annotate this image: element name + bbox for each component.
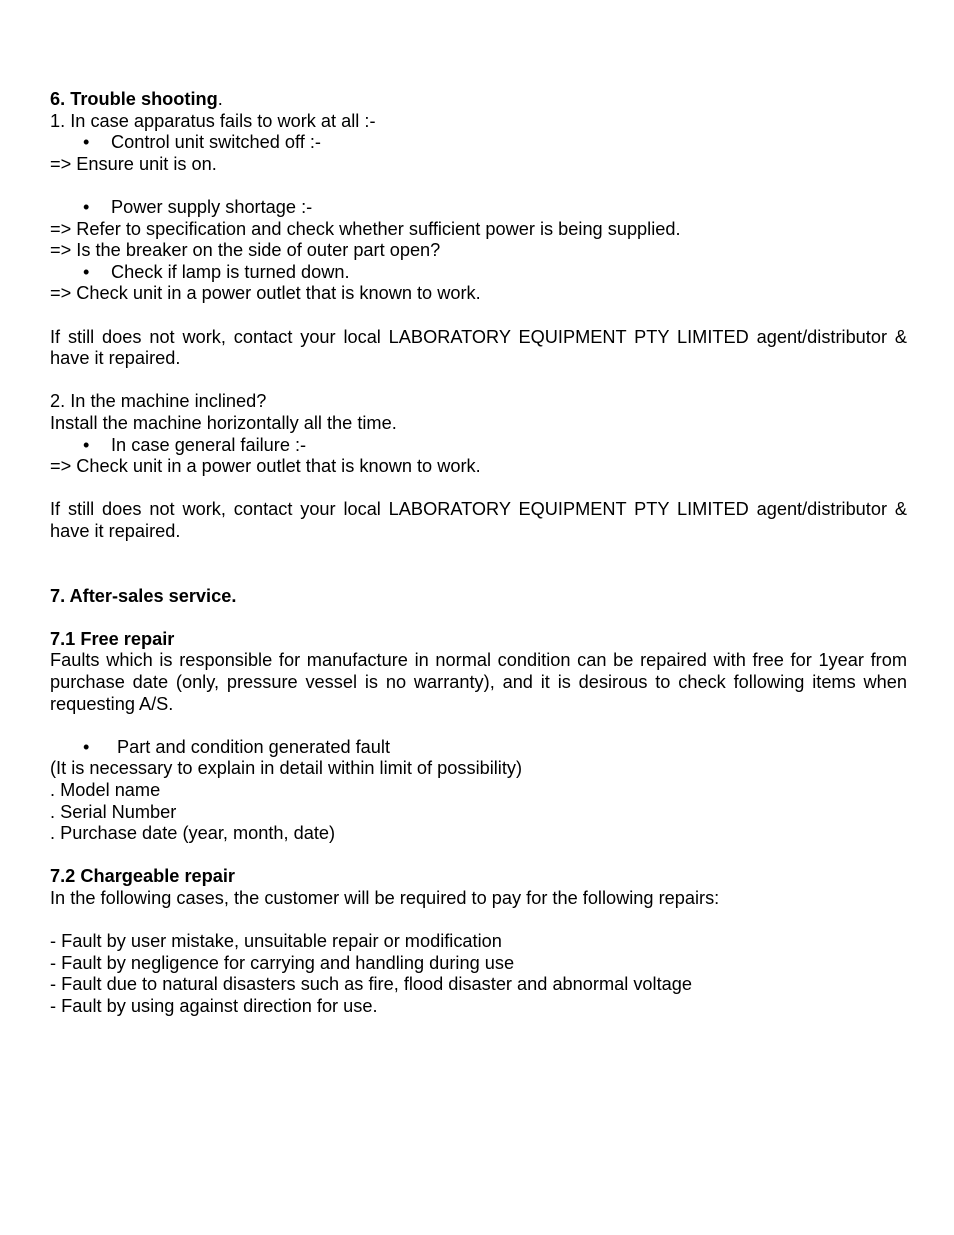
- spacer: [50, 175, 907, 197]
- free-repair-paragraph: Faults which is responsible for manufacture in normal condition can be repaired with free for 1year from purchase date (only, pressure vessel is no warranty), and it is desirous to check following items when requesting A/S.: [50, 650, 907, 714]
- spacer: [50, 845, 907, 867]
- bullet-icon: •: [83, 196, 90, 217]
- spacer: [50, 478, 907, 500]
- section-6-title-period: .: [217, 89, 223, 109]
- item-2-intro: 2. In the machine inclined?: [50, 391, 267, 412]
- install-horizontal: Install the machine horizontally all the time.: [50, 412, 397, 433]
- fault-item: - Fault by user mistake, unsuitable repair or modification: [50, 931, 502, 952]
- spacer: [50, 542, 907, 585]
- model-name-item: . Model name: [50, 780, 161, 800]
- contact-paragraph-2: If still does not work, contact your local LABORATORY EQUIPMENT PTY LIMITED agent/distributor & have it repaired.: [50, 499, 907, 541]
- spacer: [50, 607, 907, 629]
- bullet-part-condition-text: Part and condition generated fault: [117, 736, 391, 757]
- bullet-part-condition: [50, 737, 907, 759]
- section-7-heading: 7. After-sales service.: [50, 585, 237, 606]
- refer-specification: => Refer to specification and check whether sufficient power is being supplied.: [50, 218, 681, 239]
- bullet-lamp-text: Check if lamp is turned down.: [111, 261, 350, 282]
- spacer: [50, 910, 907, 932]
- explain-detail: (It is necessary to explain in detail within limit of possibility): [50, 758, 523, 779]
- bullet-power-supply: [50, 197, 907, 219]
- bullet-control-unit-text: Control unit switched off :-: [111, 132, 321, 153]
- ensure-unit-on: => Ensure unit is on.: [50, 153, 217, 174]
- item-1-intro: 1. In case apparatus fails to work at all :-: [50, 110, 376, 131]
- fault-item: - Fault by using against direction for use.: [50, 995, 378, 1016]
- free-repair-heading: 7.1 Free repair: [50, 628, 175, 649]
- spacer: [50, 715, 907, 737]
- breaker-question: => Is the breaker on the side of outer part open?: [50, 240, 441, 261]
- check-outlet-2: => Check unit in a power outlet that is known to work.: [50, 456, 481, 477]
- chargeable-repair-heading: 7.2 Chargeable repair: [50, 866, 235, 887]
- contact-paragraph-1: If still does not work, contact your local LABORATORY EQUIPMENT PTY LIMITED agent/distributor & have it repaired.: [50, 326, 907, 369]
- bullet-icon: •: [83, 434, 90, 455]
- chargeable-repair-intro: In the following cases, the customer will be required to pay for the following repairs:: [50, 887, 720, 908]
- bullet-power-supply-text: Power supply shortage :-: [111, 196, 313, 217]
- bullet-control-unit: [50, 132, 907, 154]
- section-6-heading: [50, 89, 907, 111]
- spacer: [50, 305, 907, 327]
- fault-item: - Fault by negligence for carrying and handling during use: [50, 952, 515, 973]
- fault-item: - Fault due to natural disasters such as fire, flood disaster and abnormal voltage: [50, 974, 692, 995]
- bullet-general-failure-text: In case general failure :-: [111, 434, 307, 455]
- serial-number-item: . Serial Number: [50, 801, 177, 822]
- bullet-general-failure: [50, 435, 907, 457]
- section-6-title: 6. Trouble shooting: [50, 89, 218, 109]
- document-page: [50, 89, 907, 1018]
- check-outlet-1: => Check unit in a power outlet that is known to work.: [50, 283, 481, 304]
- spacer: [50, 370, 907, 392]
- bullet-icon: •: [83, 132, 90, 153]
- bullet-lamp: [50, 262, 907, 284]
- bullet-icon: •: [83, 736, 90, 757]
- bullet-icon: •: [83, 261, 90, 282]
- purchase-date-item: . Purchase date (year, month, date): [50, 823, 336, 844]
